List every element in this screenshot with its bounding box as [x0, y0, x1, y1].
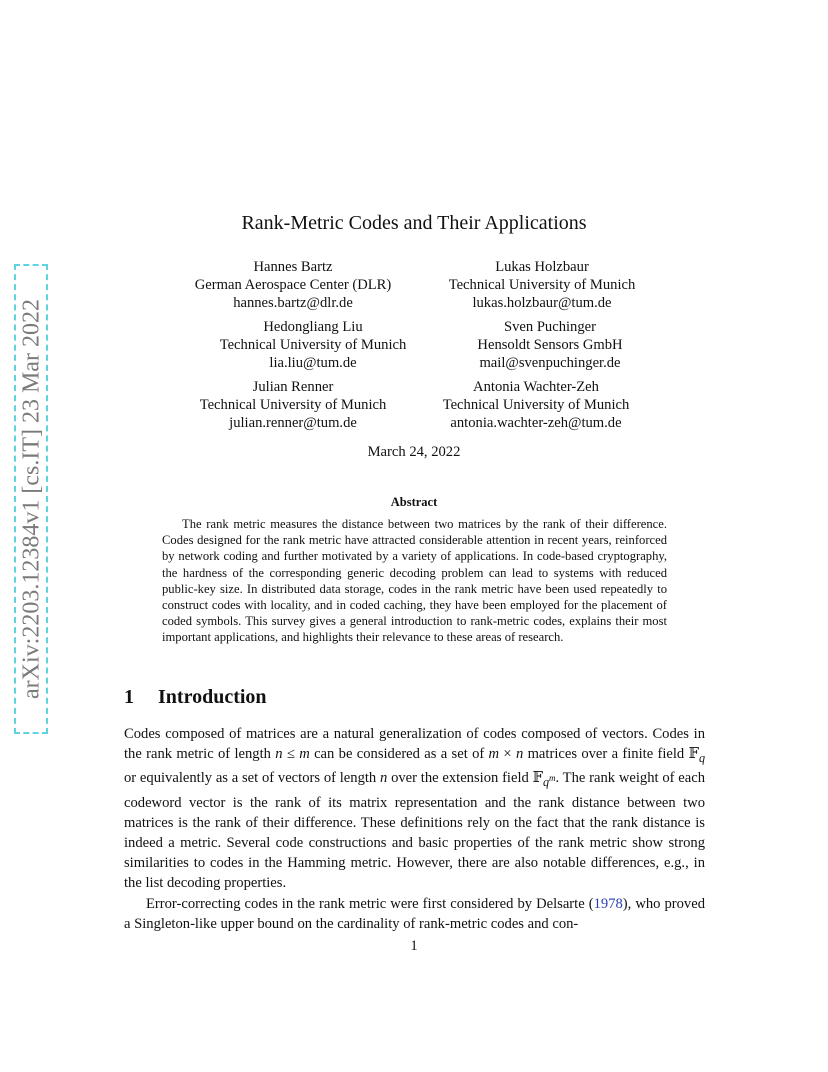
abstract-text: The rank metric measures the distance between two matrices by the rank of their difference. Codes designed for the rank metric have attracted considerable attention in recent years, reinforced by network coding and further motivated by a variety of applications. In code-based cryptography, the hardness of the corresponding generic decoding problem can lead to systems with reduced public-key size. In distributed data storage, codes in the rank metric have been used repeatedly to construct codes with locality, and in coded caching, they have been employed for the placement of coded symbols. This survey gives a general introduction to rank-metric codes, explains their most important applications, and highlights their relevance to these areas of research.: [162, 517, 667, 645]
paragraph: [124, 724, 705, 894]
section-heading: [124, 686, 267, 709]
text-run: can be considered as a set of: [309, 746, 489, 763]
abstract-heading: Abstract: [390, 495, 438, 509]
author-affiliation: Hensoldt Sensors GmbH: [477, 337, 623, 353]
author-block: [158, 258, 428, 312]
author-email: julian.renner@tum.de: [229, 415, 357, 431]
author-affiliation: Technical University of Munich: [199, 397, 387, 413]
text-run: or equivalently as a set of vectors of length: [124, 770, 380, 787]
author-email: lia.liu@tum.de: [269, 355, 357, 371]
author-affiliation: Technical University of Munich: [448, 277, 636, 293]
text-run: Error-correcting codes in the rank metric were first considered by Delsarte (: [146, 895, 594, 912]
math-variable: n: [515, 746, 524, 763]
math-variable: m: [488, 746, 500, 763]
math-operator: ×: [499, 746, 516, 763]
math-field-symbol: 𝔽: [688, 745, 699, 763]
author-name: Antonia Wachter-Zeh: [473, 379, 599, 395]
author-block: [415, 318, 685, 372]
math-variable: n: [275, 746, 283, 763]
page-number: 1: [410, 938, 418, 954]
author-name: Julian Renner: [252, 379, 334, 395]
citation-link[interactable]: 1978: [593, 895, 623, 912]
text-run: matrices over a finite field: [523, 746, 689, 763]
author-block: [401, 378, 671, 432]
author-block: [158, 378, 428, 432]
paragraph: [124, 894, 705, 934]
publication-date: March 24, 2022: [367, 444, 461, 460]
arxiv-identifier: arXiv:2203.12384v1 [cs.IT] 23 Mar 2022: [18, 299, 45, 699]
author-name: Hedongliang Liu: [263, 319, 363, 335]
math-subscript: q: [698, 751, 706, 766]
text-run: ), who proved a Singleton-like upper bound on the cardinality of rank-metric codes and con-: [124, 895, 706, 932]
text-run: Codes composed of matrices are a natural generalization of codes composed of vectors. Codes in the rank metric of length: [124, 726, 705, 763]
text-run: over the extension field: [387, 770, 533, 787]
author-affiliation: German Aerospace Center (DLR): [194, 277, 392, 293]
author-name: Hannes Bartz: [253, 259, 333, 275]
math-variable: n: [380, 770, 388, 787]
author-affiliation: Technical University of Munich: [442, 397, 630, 413]
author-email: hannes.bartz@dlr.de: [233, 295, 353, 311]
section-title: Introduction: [158, 686, 267, 708]
section-number: 1: [124, 686, 134, 708]
text-run: . The rank weight of each codeword vector is the rank of its matrix representation and the rank distance between two matrices is the rank of their difference. These definitions rely on the fact that the rank distance is indeed a metric. Several code constructions and basic properties of the rank metric show strong similarities to codes in the Hamming metric. However, there are also notable differences, e.g., in the list decoding properties.: [124, 770, 705, 892]
author-email: antonia.wachter-zeh@tum.de: [450, 415, 622, 431]
math-field-symbol: 𝔽: [532, 769, 543, 787]
math-variable: m: [299, 746, 310, 763]
author-email: mail@svenpuchinger.de: [479, 355, 621, 371]
body-text: [124, 724, 705, 934]
author-name: Sven Puchinger: [503, 319, 596, 335]
math-subscript: q: [542, 775, 550, 790]
math-superscript: m: [549, 773, 556, 784]
author-email: lukas.holzbaur@tum.de: [472, 295, 612, 311]
math-operator: ≤: [282, 746, 300, 763]
author-affiliation: Technical University of Munich: [219, 337, 407, 353]
author-name: Lukas Holzbaur: [495, 259, 589, 275]
author-block: [407, 258, 677, 312]
paper-title: Rank-Metric Codes and Their Applications: [241, 212, 587, 234]
author-block: [178, 318, 448, 372]
